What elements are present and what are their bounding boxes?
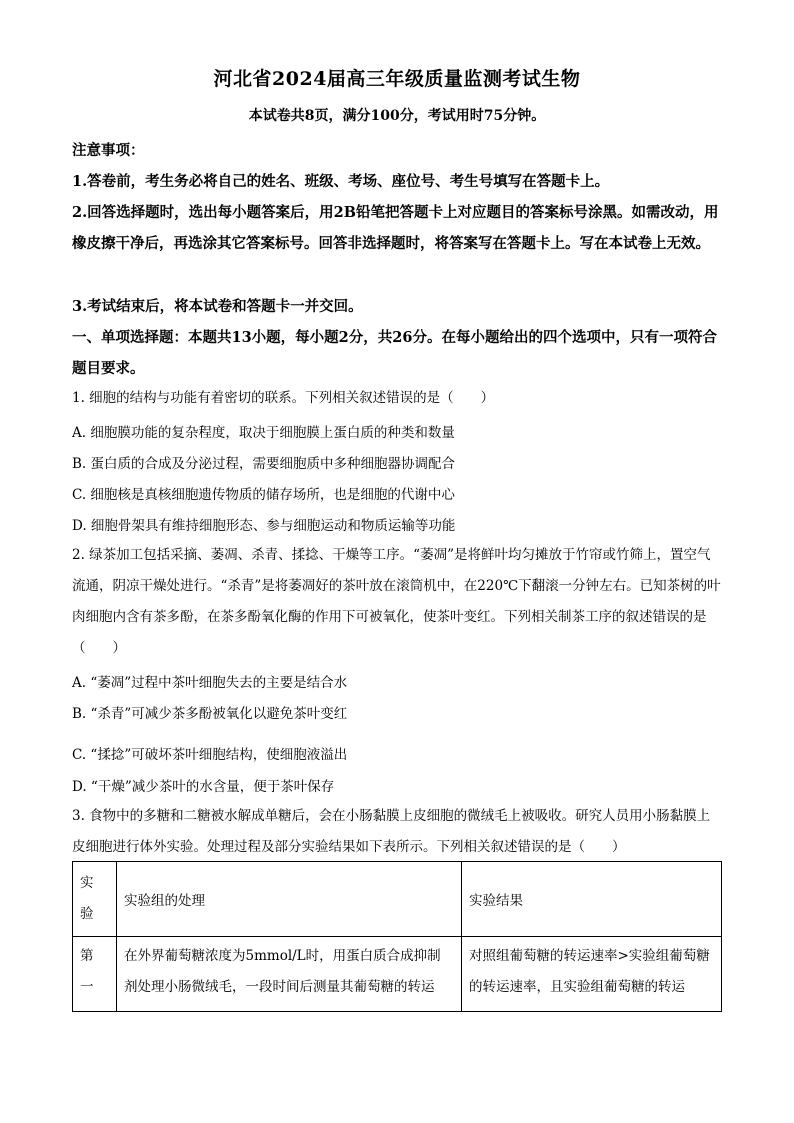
page-subtitle: 本试卷共8页，满分100分，考试用时75分钟。 bbox=[248, 108, 546, 124]
question-2-option-b: B. “杀青”可减少茶多酚被氧化以避免茶叶变红 bbox=[72, 706, 348, 722]
table-header-row bbox=[73, 862, 722, 937]
question-2-option-a: A. “萎凋”过程中茶叶细胞失去的主要是结合水 bbox=[72, 675, 348, 691]
question-2-stem: 2. 绿茶加工包括采摘、萎凋、杀青、揉捻、干燥等工序。“萎凋”是将鲜叶均匀摊放于竹帘或竹筛上，置空气流通，阴凉干燥处进行。“杀青”是将萎凋好的茶叶放在滚筒机中，在220℃下翻滚一分钟左右。已知茶树的叶肉细胞内含有茶多酚，在茶多酚氧化酶的作用下可被氧化，使茶叶变红。下列相关制茶工序的叙述错误的是（ ） bbox=[72, 547, 721, 656]
question-1-option-d: D. 细胞骨架具有维持细胞形态、参与细胞运动和物质运输等功能 bbox=[72, 518, 456, 534]
question-2-option-d: D. “干燥”减少茶叶的水含量，便于茶叶保存 bbox=[72, 779, 335, 795]
question-1-option-c: C. 细胞核是真核细胞遗传物质的储存场所，也是细胞的代谢中心 bbox=[72, 487, 455, 503]
table-header-cell bbox=[73, 862, 117, 937]
page-title: 河北省2024届高三年级质量监测考试生物 bbox=[213, 68, 581, 90]
question-3-stem: 3. 食物中的多糖和二糖被水解成单糖后，会在小肠黏膜上皮细胞的微绒毛上被吸收。研究人员用小肠黏膜上皮细胞进行体外实验。处理过程及部分实验结果如下表所示。下列相关叙述错误的是（ ） bbox=[72, 808, 711, 855]
notes-heading: 注意事项： bbox=[72, 142, 145, 159]
note-item-1: 1.答卷前，考生务必将自己的姓名、班级、考场、座位号、考生号填写在答题卡上。 bbox=[72, 173, 610, 190]
question-2-option-c: C. “揉捻”可破坏茶叶细胞结构，使细胞液溢出 bbox=[72, 747, 348, 763]
question-1-option-b: B. 蛋白质的合成及分泌过程，需要细胞质中多种细胞器协调配合 bbox=[72, 456, 456, 472]
table-cell: 在外界葡萄糖浓度为5mmol/L时，用蛋白质合成抑制剂处理小肠微绒毛，一段时间后测量其葡萄糖的转运 bbox=[117, 937, 462, 1012]
table-cell: 对照组葡萄糖的转运速率>实验组葡萄糖的转运速率，且实验组葡萄糖的转运 bbox=[462, 937, 722, 1012]
question-1-stem: 1. 细胞的结构与功能有着密切的联系。下列相关叙述错误的是（ ） bbox=[72, 390, 495, 406]
header-experiment: 实验 bbox=[80, 875, 94, 922]
table-header-cell: 实验组的处理 bbox=[117, 862, 462, 937]
experiment-table bbox=[72, 861, 722, 1012]
note-item-2: 2.回答选择题时，选出每小题答案后，用2B铅笔把答题卡上对应题目的答案标号涂黑。如需改动，用橡皮擦干净后，再选涂其它答案标号。回答非选择题时，将答案写在答题卡上。写在本试卷上无效。 bbox=[72, 204, 719, 252]
section-heading: 一、单项选择题：本题共13小题，每小题2分，共26分。在每小题给出的四个选项中，只有一项符合题目要求。 bbox=[72, 329, 717, 377]
row-label: 第一 bbox=[80, 948, 94, 995]
note-item-3: 3.考试结束后，将本试卷和答题卡一并交回。 bbox=[72, 298, 363, 315]
question-1-option-a: A. 细胞膜功能的复杂程度，取决于细胞膜上蛋白质的种类和数量 bbox=[72, 425, 455, 441]
table-cell bbox=[73, 937, 117, 1012]
table-header-cell: 实验结果 bbox=[462, 862, 722, 937]
table-row bbox=[73, 937, 722, 1012]
